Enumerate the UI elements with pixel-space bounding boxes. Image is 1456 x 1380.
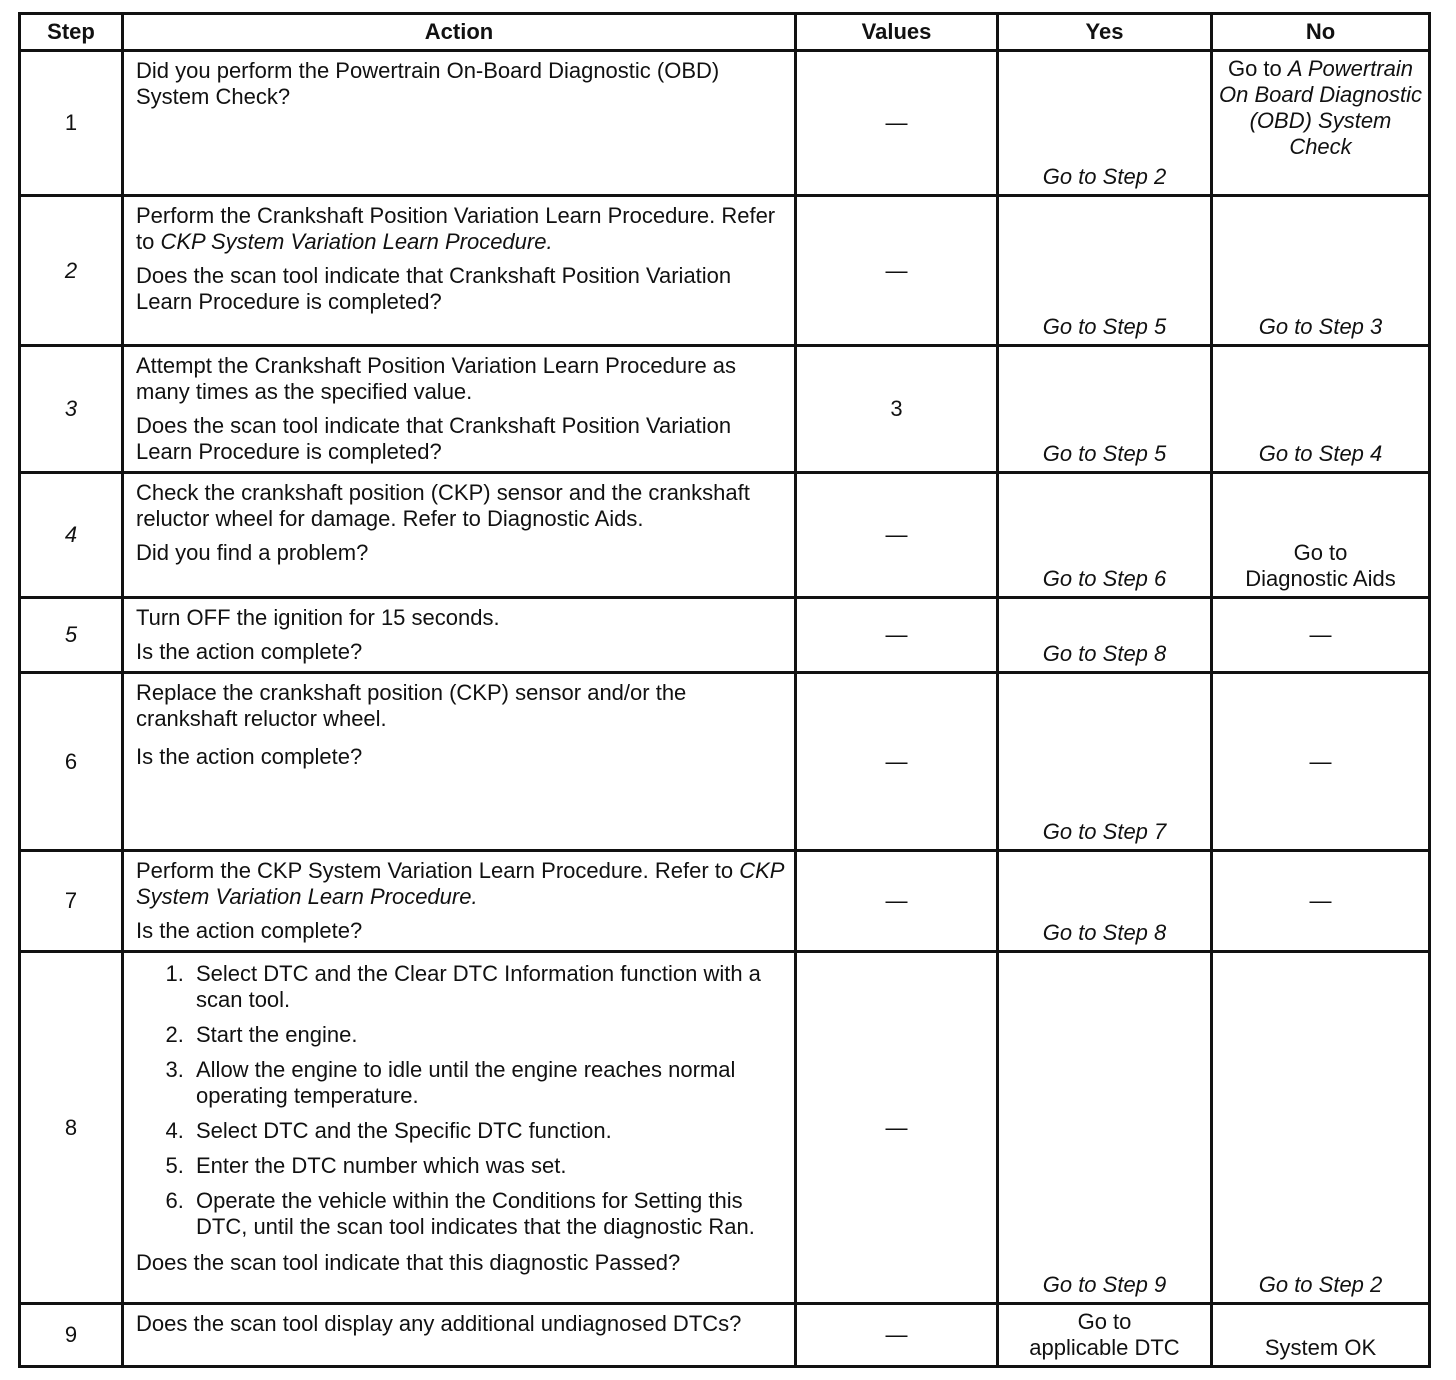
list-item: 6. Operate the vehicle within the Conditions for Setting this DTC, until the scan tool indicates that the diagnostic Ran. bbox=[190, 1188, 784, 1240]
header-no: No bbox=[1212, 14, 1430, 51]
no-prefix: Go to bbox=[1227, 56, 1288, 81]
table-row-step-5 bbox=[20, 598, 1430, 673]
table-row-step-3 bbox=[20, 346, 1430, 473]
yes-cell bbox=[998, 1304, 1212, 1367]
no-cell: Go to Step 2 bbox=[1212, 952, 1430, 1304]
procedure-reference-link[interactable]: CKP System Variation Learn Procedure. bbox=[136, 858, 784, 909]
step-number: 9 bbox=[20, 1304, 123, 1367]
yes-cell: Go to Step 5 bbox=[998, 196, 1212, 346]
table-row-step-1 bbox=[20, 51, 1430, 196]
table-row-step-4 bbox=[20, 473, 1430, 598]
action-cell bbox=[123, 473, 796, 598]
no-cell bbox=[1212, 473, 1430, 598]
value-cell: — bbox=[796, 952, 998, 1304]
step-number: 8 bbox=[20, 952, 123, 1304]
action-cell bbox=[123, 851, 796, 952]
header-values: Values bbox=[796, 14, 998, 51]
no-cell: System OK bbox=[1212, 1304, 1430, 1367]
table-row-step-8 bbox=[20, 952, 1430, 1304]
no-cell: Go to Step 3 bbox=[1212, 196, 1430, 346]
action-question: Is the action complete? bbox=[136, 744, 363, 769]
list-item: 2. Start the engine. bbox=[190, 1022, 784, 1048]
no-cell: — bbox=[1212, 851, 1430, 952]
action-cell bbox=[123, 952, 796, 1304]
yes-cell: Go to Step 5 bbox=[998, 346, 1212, 473]
table-row-step-2 bbox=[20, 196, 1430, 346]
value-cell: — bbox=[796, 51, 998, 196]
action-text: Attempt the Crankshaft Position Variation Learn Procedure as many times as the specified value. bbox=[136, 353, 737, 404]
yes-cell: Go to Step 8 bbox=[998, 851, 1212, 952]
action-question: Does the scan tool indicate that Crankshaft Position Variation Learn Procedure is completed? bbox=[136, 413, 732, 464]
action-question: Is the action complete? bbox=[136, 918, 363, 943]
value-cell: — bbox=[796, 673, 998, 851]
procedure-reference-link[interactable]: CKP System Variation Learn Procedure. bbox=[160, 229, 553, 254]
header-row bbox=[20, 14, 1430, 51]
list-item: 4. Select DTC and the Specific DTC function. bbox=[190, 1118, 784, 1144]
header-yes: Yes bbox=[998, 14, 1212, 51]
no-prefix: Go to bbox=[1293, 540, 1348, 565]
action-cell bbox=[123, 1304, 796, 1367]
header-action: Action bbox=[123, 14, 796, 51]
step-number: 5 bbox=[20, 598, 123, 673]
table-row-step-6 bbox=[20, 673, 1430, 851]
value-cell: — bbox=[796, 1304, 998, 1367]
action-cell bbox=[123, 346, 796, 473]
action-text: Turn OFF the ignition for 15 seconds. bbox=[136, 605, 500, 630]
diagnostic-table bbox=[18, 12, 1431, 1368]
no-cell: — bbox=[1212, 673, 1430, 851]
yes-reference-link[interactable]: applicable DTC bbox=[1029, 1335, 1180, 1360]
action-cell bbox=[123, 598, 796, 673]
action-cell bbox=[123, 196, 796, 346]
table-row-step-9 bbox=[20, 1304, 1430, 1367]
header-step: Step bbox=[20, 14, 123, 51]
no-reference-link[interactable]: A Powertrain On Board Diagnostic (OBD) System Check bbox=[1219, 56, 1422, 159]
yes-cell: Go to Step 8 bbox=[998, 598, 1212, 673]
action-cell bbox=[123, 673, 796, 851]
no-cell: — bbox=[1212, 598, 1430, 673]
yes-prefix: Go to bbox=[1077, 1309, 1132, 1334]
yes-cell: Go to Step 9 bbox=[998, 952, 1212, 1304]
list-item: 5. Enter the DTC number which was set. bbox=[190, 1153, 784, 1179]
value-cell: — bbox=[796, 598, 998, 673]
action-text: Does the scan tool display any additional undiagnosed DTCs? bbox=[136, 1311, 742, 1336]
step-number: 3 bbox=[20, 346, 123, 473]
value-cell: — bbox=[796, 196, 998, 346]
action-text: Replace the crankshaft position (CKP) sensor and/or the crankshaft reluctor wheel. bbox=[136, 680, 687, 731]
action-text: Check the crankshaft position (CKP) sensor and the crankshaft reluctor wheel for damage. Refer to Diagnostic Aids. bbox=[136, 480, 750, 531]
list-item: 3. Allow the engine to idle until the engine reaches normal operating temperature. bbox=[190, 1057, 784, 1109]
action-instruction: Perform the CKP System Variation Learn Procedure. Refer to bbox=[136, 858, 740, 883]
value-cell: 3 bbox=[796, 346, 998, 473]
step-number: 6 bbox=[20, 673, 123, 851]
action-question: Does the scan tool indicate that this diagnostic Passed? bbox=[136, 1250, 681, 1275]
no-reference-link[interactable]: Diagnostic Aids bbox=[1245, 566, 1396, 591]
step-number: 4 bbox=[20, 473, 123, 598]
no-cell: Go to Step 4 bbox=[1212, 346, 1430, 473]
yes-cell: Go to Step 2 bbox=[998, 51, 1212, 196]
procedure-list bbox=[136, 961, 784, 1240]
step-number: 1 bbox=[20, 51, 123, 196]
step-number: 2 bbox=[20, 196, 123, 346]
action-question: Does the scan tool indicate that Crankshaft Position Variation Learn Procedure is completed? bbox=[136, 263, 732, 314]
no-cell bbox=[1212, 51, 1430, 196]
action-question: Did you find a problem? bbox=[136, 540, 369, 565]
yes-cell: Go to Step 7 bbox=[998, 673, 1212, 851]
value-cell: — bbox=[796, 473, 998, 598]
step-number: 7 bbox=[20, 851, 123, 952]
action-instruction: Perform the Crankshaft Position Variation Learn Procedure. Refer to bbox=[136, 203, 776, 254]
list-item: 1. Select DTC and the Clear DTC Information function with a scan tool. bbox=[190, 961, 784, 1013]
table-row-step-7 bbox=[20, 851, 1430, 952]
action-text bbox=[136, 203, 784, 255]
action-text: Did you perform the Powertrain On-Board Diagnostic (OBD) System Check? bbox=[136, 58, 720, 109]
action-text bbox=[136, 858, 784, 910]
action-question: Is the action complete? bbox=[136, 639, 363, 664]
value-cell: — bbox=[796, 851, 998, 952]
yes-cell: Go to Step 6 bbox=[998, 473, 1212, 598]
action-cell bbox=[123, 51, 796, 196]
